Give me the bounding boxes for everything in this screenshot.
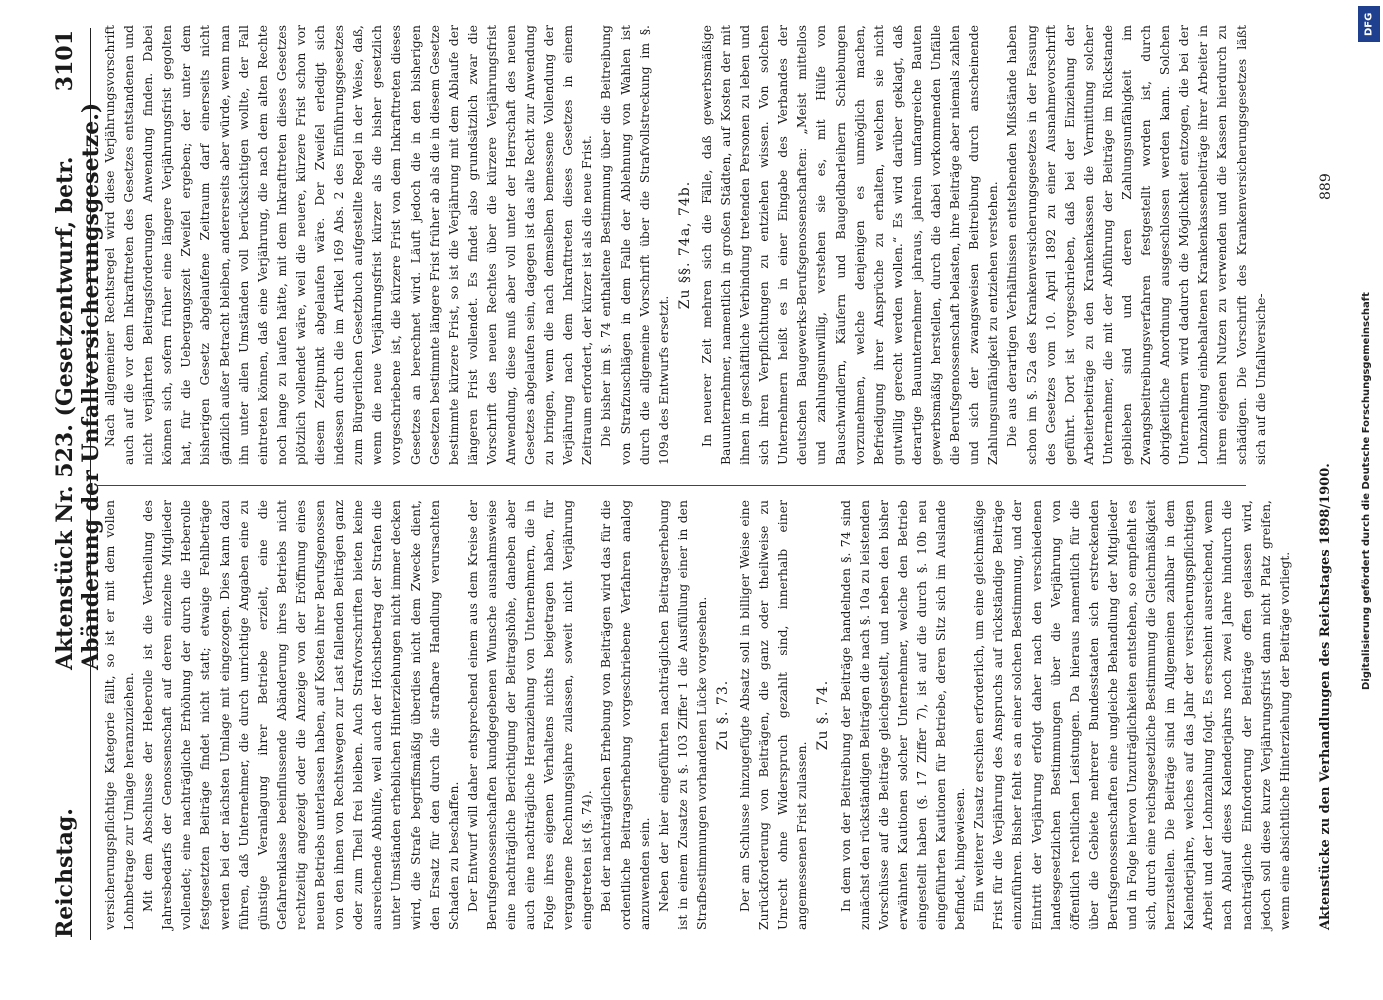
digitization-sidebar (1355, 0, 1383, 1000)
footer-page-number: 889 (1318, 173, 1334, 200)
digitization-note: Digitalisierung gefördert durch die Deutsche Forschungsgemeinschaft (1361, 292, 1372, 690)
header-left: Reichstag. (52, 808, 78, 938)
paragraph: versicherungspflichtige Kategorie fällt, so ist er mit dem vollen Lohnbetrage zur Umlage heranzuziehen. (102, 500, 137, 930)
paragraph: Der Entwurf will daher entsprechend einem aus dem Kreise der Berufsgenossenschaften kundgegebenen Wunsche ausnahmsweise eine nachträgliche Berichtigung der Beitragshöhe, daneben aber auch eine nachträgliche Heranziehung von Unternehmern, die in Folge ihres eigenen Verhaltens nichts beigetragen haben, für vergangene Rechnungsjahre zulassen, soweit nicht Verjährung eingetreten ist (§. 74). (464, 500, 595, 930)
dfg-logo: DFG (1358, 6, 1380, 42)
page-header (52, 0, 104, 1000)
paragraph: Mit dem Abschlusse der Heberolle ist die Vertheilung des Jahresbedarfs der Genossenschaft auf deren einzelne Mitglieder vollendet; eine nachträgliche Erhöhung der durch die Heberolle festgesetzten Beiträge findet nicht statt; etwaige Fehlbeträge werden bei der nächsten Umlage mit eingezogen. Dies kann dazu führen, daß Unternehmer, die durch unrichtige Angaben eine zu günstige Veranlagung ihrer Betriebe erzielt, eine die Gefahrenklasse beeinflussende Abänderung ihres Betriebs nicht rechtzeitig angezeigt oder die Anzeige von der Eröffnung eines neuen Betriebs unterlassen haben, auf Kosten ihrer Berufsgenossen von den ihnen von Rechtswegen zur Last fallenden Beiträgen ganz oder zum Theil frei bleiben. Auch Strafvorschriften bieten keine ausreichende Abhülfe, weil auch der Höchstbetrag der Strafen die unter Umständen erheblichen Hinterziehungen nicht immer decken wird, die Strafe begriffsmäßig überdies nicht dem Zwecke dient, den Ersatz für den durch die strafbare Handlung verursachten Schaden zu beschaffen. (140, 500, 461, 930)
section-heading: Zu §§. 74a, 74b. (676, 180, 693, 310)
right-column (100, 25, 1270, 465)
header-rule (90, 28, 91, 940)
paragraph: In dem von der Beitreibung der Beiträge handelnden §. 74 sind zunächst den rückständigen Beiträgen die nach §. 10a zu leistenden Vorschüsse auf die Beiträge gleichgestellt, und neben den bisher erwähnten Kautionen solcher Unternehmer, welche den Betrieb eingestellt haben (§. 17 Ziffer 7), ist auf die durch §. 10b neu eingeführten Kautionen für Betriebe, deren Sitz sich im Auslande befindet, hingewiesen. (837, 500, 968, 930)
header-title: Aktenstück Nr. 523. (Gesetzentwurf, betr. Abänderung der Unfallversicherungsgesetze.) (52, 102, 104, 670)
paragraph: Ein weiterer Zusatz erschien erforderlich, um eine gleichmäßige Frist für die Verjährung des Anspruchs auf rückständige Beiträge einzuführen. Bisher fehlt es an einer solchen Bestimmung, und der Eintritt der Verjährung erfolgt daher nach den verschiedenen landesgesetzlichen Bestimmungen über die Verjährung von öffentlich rechtlichen Leistungen. Da hieraus namentlich für die über die Gebiete mehrerer Bundesstaaten sich erstreckenden Berufsgenossenschaften eine ungleiche Behandlung der Mitglieder und in Folge hiervon Unzuträglichkeiten entstehen, so empfiehlt es sich, durch eine reichsgesetzliche Bestimmung die Gleichmäßigkeit herzustellen. Die Beiträge sind im Allgemeinen zahlbar in dem Kalenderjahre, welches auf das Jahr der versicherungspflichtigen Arbeit und der Lohnzahlung folgt. Es erscheint ausreichend, wenn nach Ablauf dieses Kalenderjahrs noch zwei Jahre hindurch die nachträgliche Einforderung der Beiträge offen gelassen wird, jedoch soll diese kurze Verjährungsfrist dann nicht Platz greifen, wenn eine absichtliche Hinterziehung der Beiträge vorliegt. (971, 500, 1292, 930)
paragraph: Die bisher im §. 74 enthaltene Bestimmung über die Beitreibung von Strafzuschlägen in dem Falle der Ablehnung von Wahlen ist durch die allgemeine Vorschrift über die Strafvollstreckung im §. 109a des Entwurfs ersetzt. (598, 25, 671, 465)
paragraph: Bei der nachträglichen Erhebung von Beiträgen wird das für die ordentliche Beitragserhebung vorgeschriebene Verfahren analog anzuwenden sein. (598, 500, 652, 930)
paragraph: Die aus derartigen Verhältnissen entstehenden Mißstände haben schon im §. 52a des Krankenversicherungsgesetzes in der Fassung des Gesetzes vom 10. April 1892 zu einer Ausnahmevorschrift geführt. Dort ist vorgeschrieben, daß bei der Einziehung der Arbeiterbeiträge zu den Krankenkassen die Vermittlung solcher Unternehmer, die mit der Abführung der Beiträge im Rückstande geblieben sind und deren Zahlungsunfähigkeit im Zwangsbeitreibungsverfahren festgestellt worden ist, durch obrigkeitliche Anordnung ausgeschlossen werden kann. Solchen Unternehmern wird dadurch die Möglichkeit entzogen, die bei der Lohnzahlung einbehaltenen Krankenkassenbeiträge ihrer Arbeiter in ihrem eigenen Nutzen zu verwenden und die Kassen hierdurch zu schädigen. Die Vorschrift des Krankenversicherungsgesetzes läßt sich auf die Unfallversiche- (1004, 25, 1268, 465)
left-column (100, 500, 1294, 930)
section-heading: Zu §. 74. (815, 679, 832, 751)
footer-source: Aktenstücke zu den Verhandlungen des Reichstages 1898/1900. (1318, 463, 1333, 930)
paragraph: In neuerer Zeit mehren sich die Fälle, daß gewerbsmäßige Bauunternehmer, namentlich in großen Städten, auf Kosten der mit ihnen in geschäftliche Verbindung tretenden Personen zu leben und sich ihren Verpflichtungen zu entziehen wissen. Von solchen Unternehmern heißt es in einer Eingabe des Verbandes der deutschen Baugewerks-Berufsgenossenschaften: „Meist mittellos und zahlungsunwillig, verstehen sie es, mit Hülfe von Bauschwindlern, Käufern und Baugeldbarleihern Schiebungen vorzunehmen, welche denjenigen es unmöglich machen, Befriedigung ihrer Ansprüche zu erhalten, welchen sie nicht gutwillig gerecht werden wollen.“ Es wird darüber geklagt, daß derartige Bauunternehmer jahraus, jahrein umfangreiche Bauten gewerbsmäßig herstellen, durch die dabei vorkommenden Unfälle die Berufsgenossenschaft belasten, ihre Beiträge aber niemals zahlen und sich der zwangsweisen Beitreibung durch anscheinende Zahlungsunfähigkeit zu entziehen verstehen. (698, 25, 1001, 465)
header-page-number: 3101 (52, 30, 78, 92)
paragraph: Der am Schlusse hinzugefügte Absatz soll in billiger Weise eine Zurückforderung von Beiträgen, die ganz oder theilweise zu Unrecht ohne Widerspruch gezahlt sind, innerhalb einer angemessenen Frist zulassen. (737, 500, 810, 930)
column-divider (96, 485, 1246, 486)
paragraph: Neben der hier eingeführten nachträglichen Beitragserhebung ist in einem Zusatze zu §. 103 Ziffer 1 die Ausfüllung einer in den Strafbestimmungen vorhandenen Lücke vorgesehen. (655, 500, 709, 930)
section-heading: Zu §. 73. (715, 679, 731, 751)
paragraph: Nach allgemeiner Rechtsregel wird diese Verjährungsvorschrift auch auf die vor dem Inkrafttreten des Gesetzes entstandenen und nicht verjährten Beitragsforderungen Anwendung finden. Dabei können sich, sofern früher eine längere Verjährungsfrist gegolten hat, für die Uebergangszeit Zweifel ergeben; der unter dem bisherigen Gesetz abgelaufene Zeitraum darf einerseits nicht gänzlich außer Betracht bleiben, andererseits aber würde, wenn man ihn unter allen Umständen voll berücksichtigen wollte, der Fall eintreten können, daß eine Verjährung, die nach dem alten Rechte noch lange zu laufen hätte, mit dem Inkrafttreten dieses Gesetzes plötzlich vollendet wäre, weil die neuere, kürzere Frist schon vor diesem Zeitpunkt abgelaufen wäre. Der Zweifel erledigt sich indessen durch die im Artikel 169 Abs. 2 des Einführungsgesetzes zum Bürgerlichen Gesetzbuch aufgestellte Regel in der Weise, daß, wenn die neue Verjährungsfrist kürzer als die bisher gesetzlich vorgeschriebene ist, die kürzere Frist von dem Inkrafttreten dieses Gesetzes an berechnet wird. Läuft jedoch die in den bisherigen Gesetzen bestimmte längere Frist früher ab als die in diesem Gesetze bestimmte kürzere Frist, so ist die Verjährung mit dem Ablaufe der längeren Frist vollendet. Es findet also grundsätzlich zwar die Vorschrift des neuen Rechtes über die kürzere Verjährungsfrist Anwendung, diese muß aber voll unter der Herrschaft des neuen Gesetzes abgelaufen sein, dagegen ist das alte Recht zur Anwendung zu bringen, wenn die nach demselben bemessene Vollendung der Verjährung nach dem Inkrafttreten dieses Gesetzes in einem Zeitraum erfordert, der kürzer ist als die neue Frist. (102, 25, 595, 465)
